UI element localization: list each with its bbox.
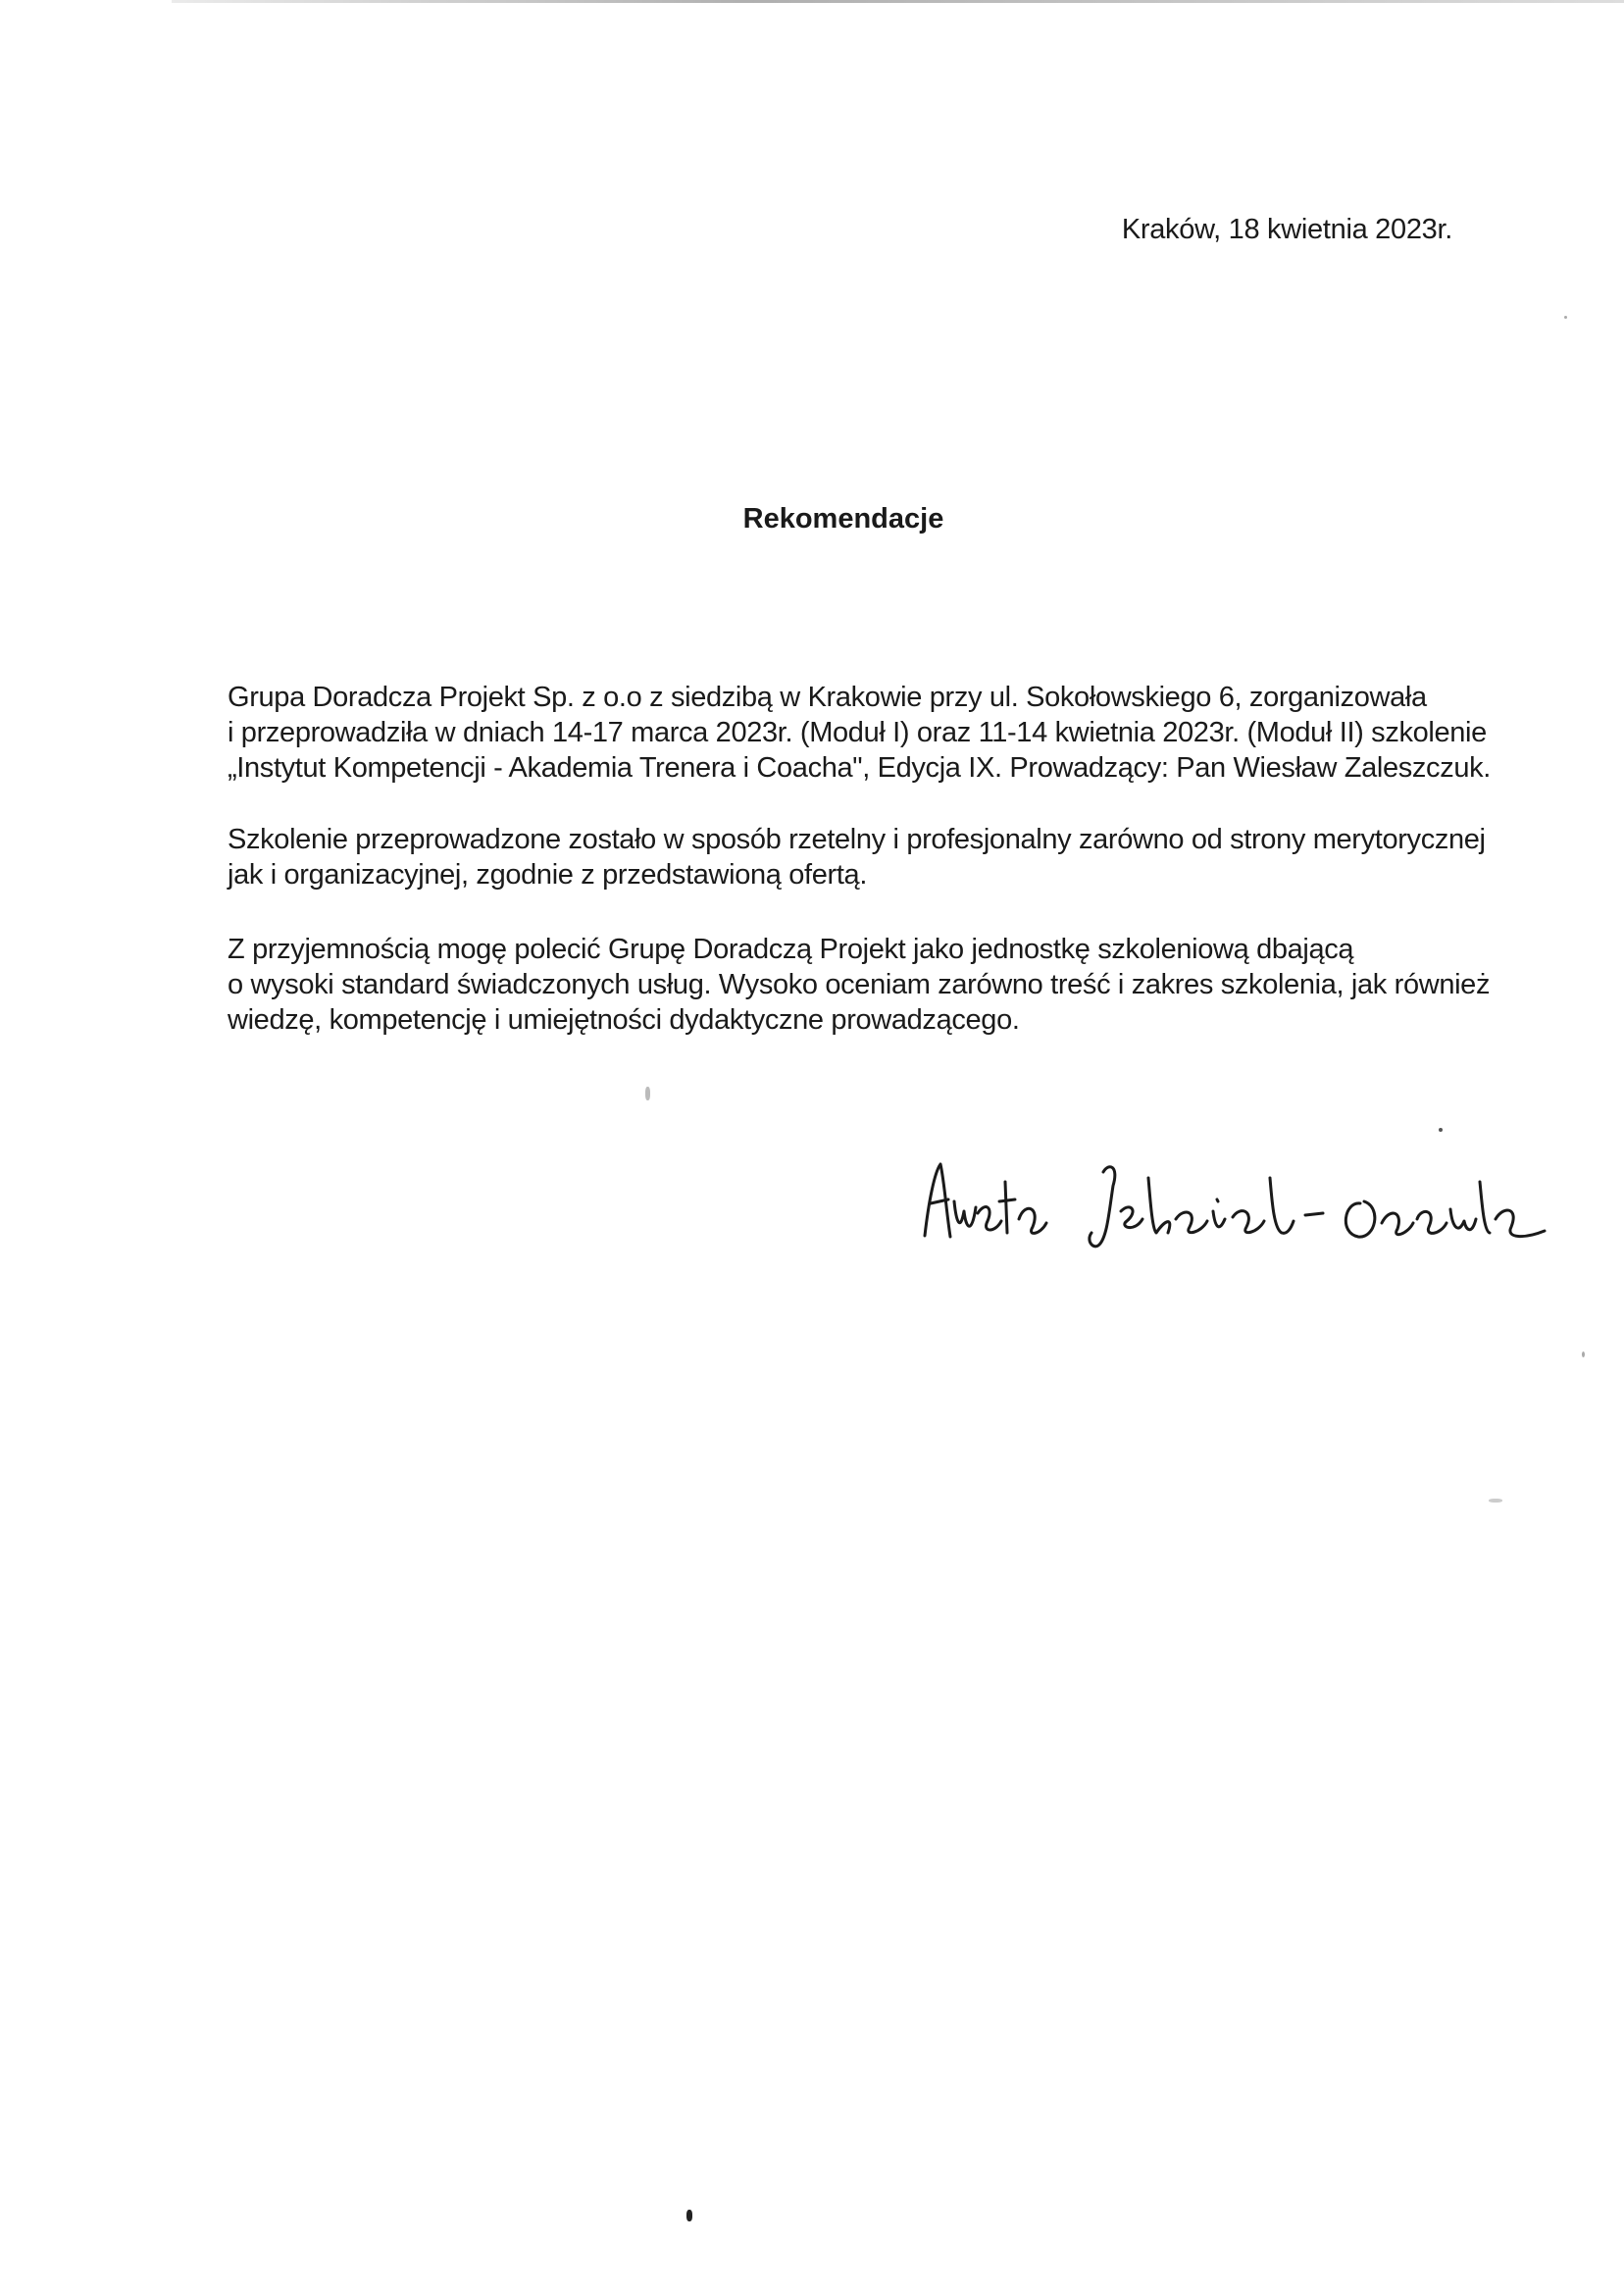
handwritten-signature — [917, 1143, 1564, 1260]
paragraph-assessment — [228, 822, 1486, 892]
paragraph-organization — [228, 680, 1491, 786]
scan-speck — [645, 1087, 650, 1100]
paragraph-line: Z przyjemnością mogę polecić Grupę Doradczą Projekt jako jednostkę szkoleniową dbającą — [228, 934, 1354, 965]
scan-speck — [1439, 1128, 1443, 1132]
paragraph-recommendation — [228, 932, 1491, 1038]
paragraph-line: wiedzę, kompetencję i umiejętności dydaktyczne prowadzącego. — [228, 1004, 1020, 1036]
paragraph-line: jak i organizacyjnej, zgodnie z przedstawioną ofertą. — [228, 859, 868, 891]
paragraph-line: „Instytut Kompetencji - Akademia Trenera i Coacha", Edycja IX. Prowadzący: Pan Wiesław Zaleszczuk. — [228, 752, 1491, 784]
paragraph-line: i przeprowadziła w dniach 14-17 marca 2023r. (Moduł I) oraz 11-14 kwietnia 2023r. (Moduł II) szkolenie — [228, 717, 1487, 748]
scan-speck — [686, 2210, 692, 2221]
paragraph-line: o wysoki standard świadczonych usług. Wysoko oceniam zarówno treść i zakres szkolenia, jak również — [228, 969, 1491, 1000]
scan-speck — [1564, 316, 1567, 319]
date-line: Kraków, 18 kwietnia 2023r. — [1121, 214, 1452, 245]
paragraph-line: Szkolenie przeprowadzone zostało w sposób rzetelny i profesjonalny zarówno od strony merytorycznej — [228, 824, 1486, 855]
scan-speck — [1489, 1499, 1502, 1503]
scan-speck — [1582, 1351, 1585, 1357]
document-title: Rekomendacje — [742, 503, 944, 535]
paragraph-line: Grupa Doradcza Projekt Sp. z o.o z siedzibą w Krakowie przy ul. Sokołowskiego 6, zorganizowała — [228, 682, 1427, 713]
scan-edge-line — [172, 0, 1624, 3]
